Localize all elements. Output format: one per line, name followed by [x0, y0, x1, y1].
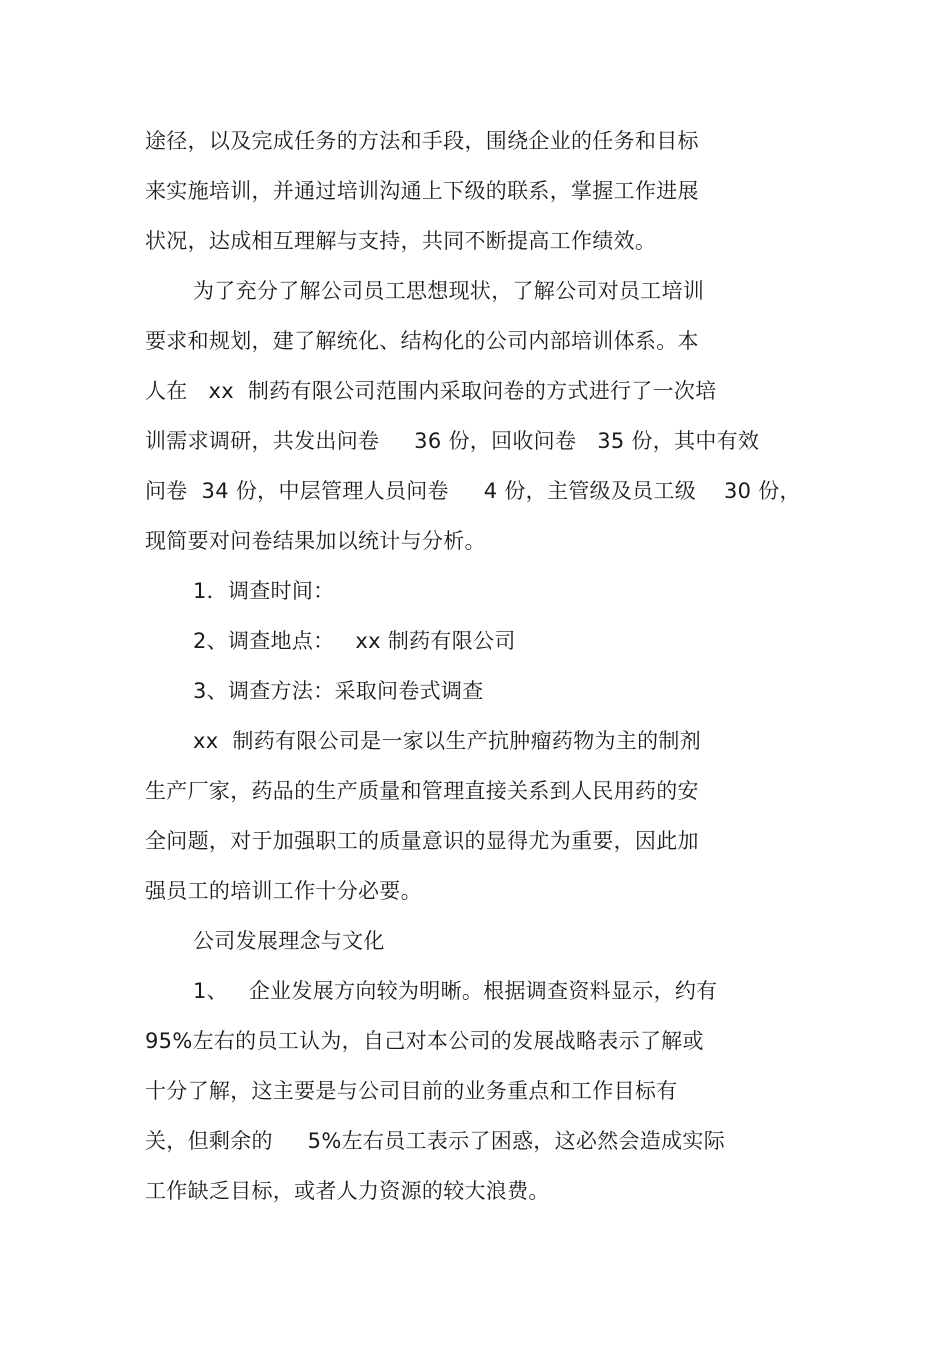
list-item: 1．调查时间：: [193, 579, 335, 603]
text-line: 为了充分了解公司员工思想现状，了解公司对员工培训: [193, 279, 705, 303]
list-item: 3、调查方法：采取问卷式调查: [193, 679, 484, 703]
text-line: 生产厂家，药品的生产质量和管理直接关系到人民用药的安: [145, 779, 699, 803]
text-line: 95%左右的员工认为，自己对本公司的发展战略表示了解或: [145, 1029, 704, 1053]
text-line: 十分了解，这主要是与公司目前的业务重点和工作目标有: [145, 1079, 678, 1103]
section-heading: 公司发展理念与文化: [193, 929, 385, 953]
text-line: 状况，达成相互理解与支持，共同不断提高工作绩效。: [145, 229, 657, 253]
text-line: 工作缺乏目标，或者人力资源的较大浪费。: [145, 1179, 550, 1203]
text-line: 强员工的培训工作十分必要。: [145, 879, 422, 903]
text-line: 关，但剩余的 5%左右员工表示了困惑，这必然会造成实际: [145, 1129, 725, 1153]
text-line: 人在 xx 制药有限公司范围内采取问卷的方式进行了一次培: [145, 379, 717, 403]
text-line: 1、 企业发展方向较为明晰。根据调查资料显示，约有: [193, 979, 718, 1003]
text-line: 来实施培训，并通过培训沟通上下级的联系，掌握工作进展: [145, 179, 699, 203]
list-item: 2、调查地点： xx 制药有限公司: [193, 629, 516, 653]
text-line: 现简要对问卷结果加以统计与分析。: [145, 529, 486, 553]
text-line: 训需求调研，共发出问卷 36 份，回收问卷 35 份，其中有效: [145, 429, 760, 453]
text-line: 问卷 34 份，中层管理人员问卷 4 份，主管级及员工级 30 份，: [145, 479, 801, 503]
text-line: 要求和规划，建了解统化、结构化的公司内部培训体系。本: [145, 329, 699, 353]
text-line: 途径，以及完成任务的方法和手段，围绕企业的任务和目标: [145, 129, 699, 153]
text-line: xx 制药有限公司是一家以生产抗肿瘤药物为主的制剂: [193, 729, 702, 753]
text-line: 全问题，对于加强职工的质量意识的显得尤为重要，因此加: [145, 829, 699, 853]
